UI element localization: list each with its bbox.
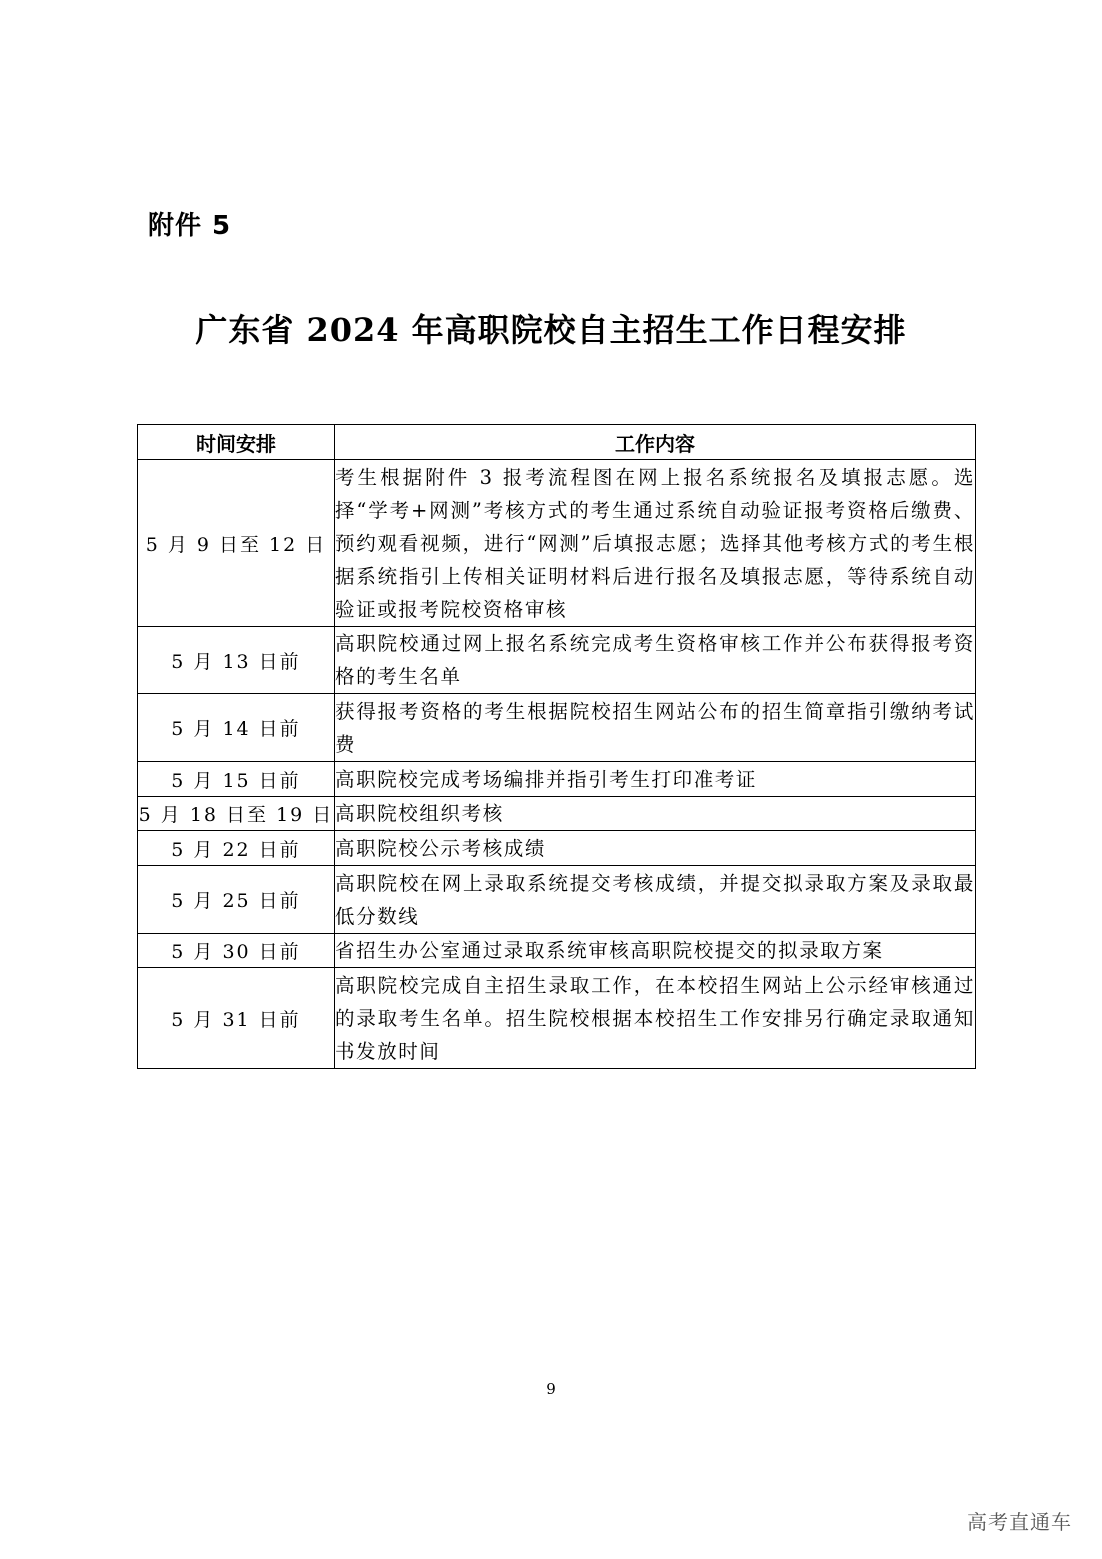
row-content: 高职院校组织考核 (335, 797, 976, 831)
table-row (138, 831, 976, 866)
row-time: 5 月 25 日前 (138, 866, 335, 934)
row-time: 5 月 18 日至 19 日 (138, 797, 335, 831)
table-row (138, 460, 976, 627)
table-row (138, 627, 976, 694)
row-time: 5 月 9 日至 12 日 (138, 460, 335, 627)
table-row (138, 968, 976, 1069)
table-row (138, 762, 976, 797)
table-row (138, 797, 976, 831)
schedule-table (137, 424, 976, 1069)
row-content: 高职院校在网上录取系统提交考核成绩，并提交拟录取方案及录取最低分数线 (335, 866, 976, 934)
row-content: 高职院校完成考场编排并指引考生打印准考证 (335, 762, 976, 797)
header-time: 时间安排 (138, 425, 335, 460)
row-time: 5 月 31 日前 (138, 968, 335, 1069)
row-content: 高职院校通过网上报名系统完成考生资格审核工作并公布获得报考资格的考生名单 (335, 627, 976, 694)
row-time: 5 月 15 日前 (138, 762, 335, 797)
row-content: 高职院校完成自主招生录取工作，在本校招生网站上公示经审核通过的录取考生名单。招生院校根据本校招生工作安排另行确定录取通知书发放时间 (335, 968, 976, 1069)
row-time: 5 月 22 日前 (138, 831, 335, 866)
document-title: 广东省 2024 年高职院校自主招生工作日程安排 (195, 311, 907, 349)
row-time: 5 月 14 日前 (138, 694, 335, 762)
row-time: 5 月 30 日前 (138, 934, 335, 968)
row-time: 5 月 13 日前 (138, 627, 335, 694)
table-row (138, 866, 976, 934)
row-content: 考生根据附件 3 报考流程图在网上报名系统报名及填报志愿。选择“学考+网测”考核方式的考生通过系统自动验证报考资格后缴费、预约观看视频，进行“网测”后填报志愿；选择其他考核方式的考生根据系统指引上传相关证明材料后进行报名及填报志愿，等待系统自动验证或报考院校资格审核 (335, 460, 976, 627)
row-content: 获得报考资格的考生根据院校招生网站公布的招生简章指引缴纳考试费 (335, 694, 976, 762)
attachment-label: 附件 5 (148, 211, 232, 241)
row-content: 高职院校公示考核成绩 (335, 831, 976, 866)
header-content: 工作内容 (335, 425, 976, 460)
page-number: 9 (546, 1380, 556, 1398)
table-row (138, 694, 976, 762)
table-row (138, 934, 976, 968)
table-header-row (138, 425, 976, 460)
row-content: 省招生办公室通过录取系统审核高职院校提交的拟录取方案 (335, 934, 976, 968)
watermark: 高考直通车 (967, 1510, 1072, 1534)
